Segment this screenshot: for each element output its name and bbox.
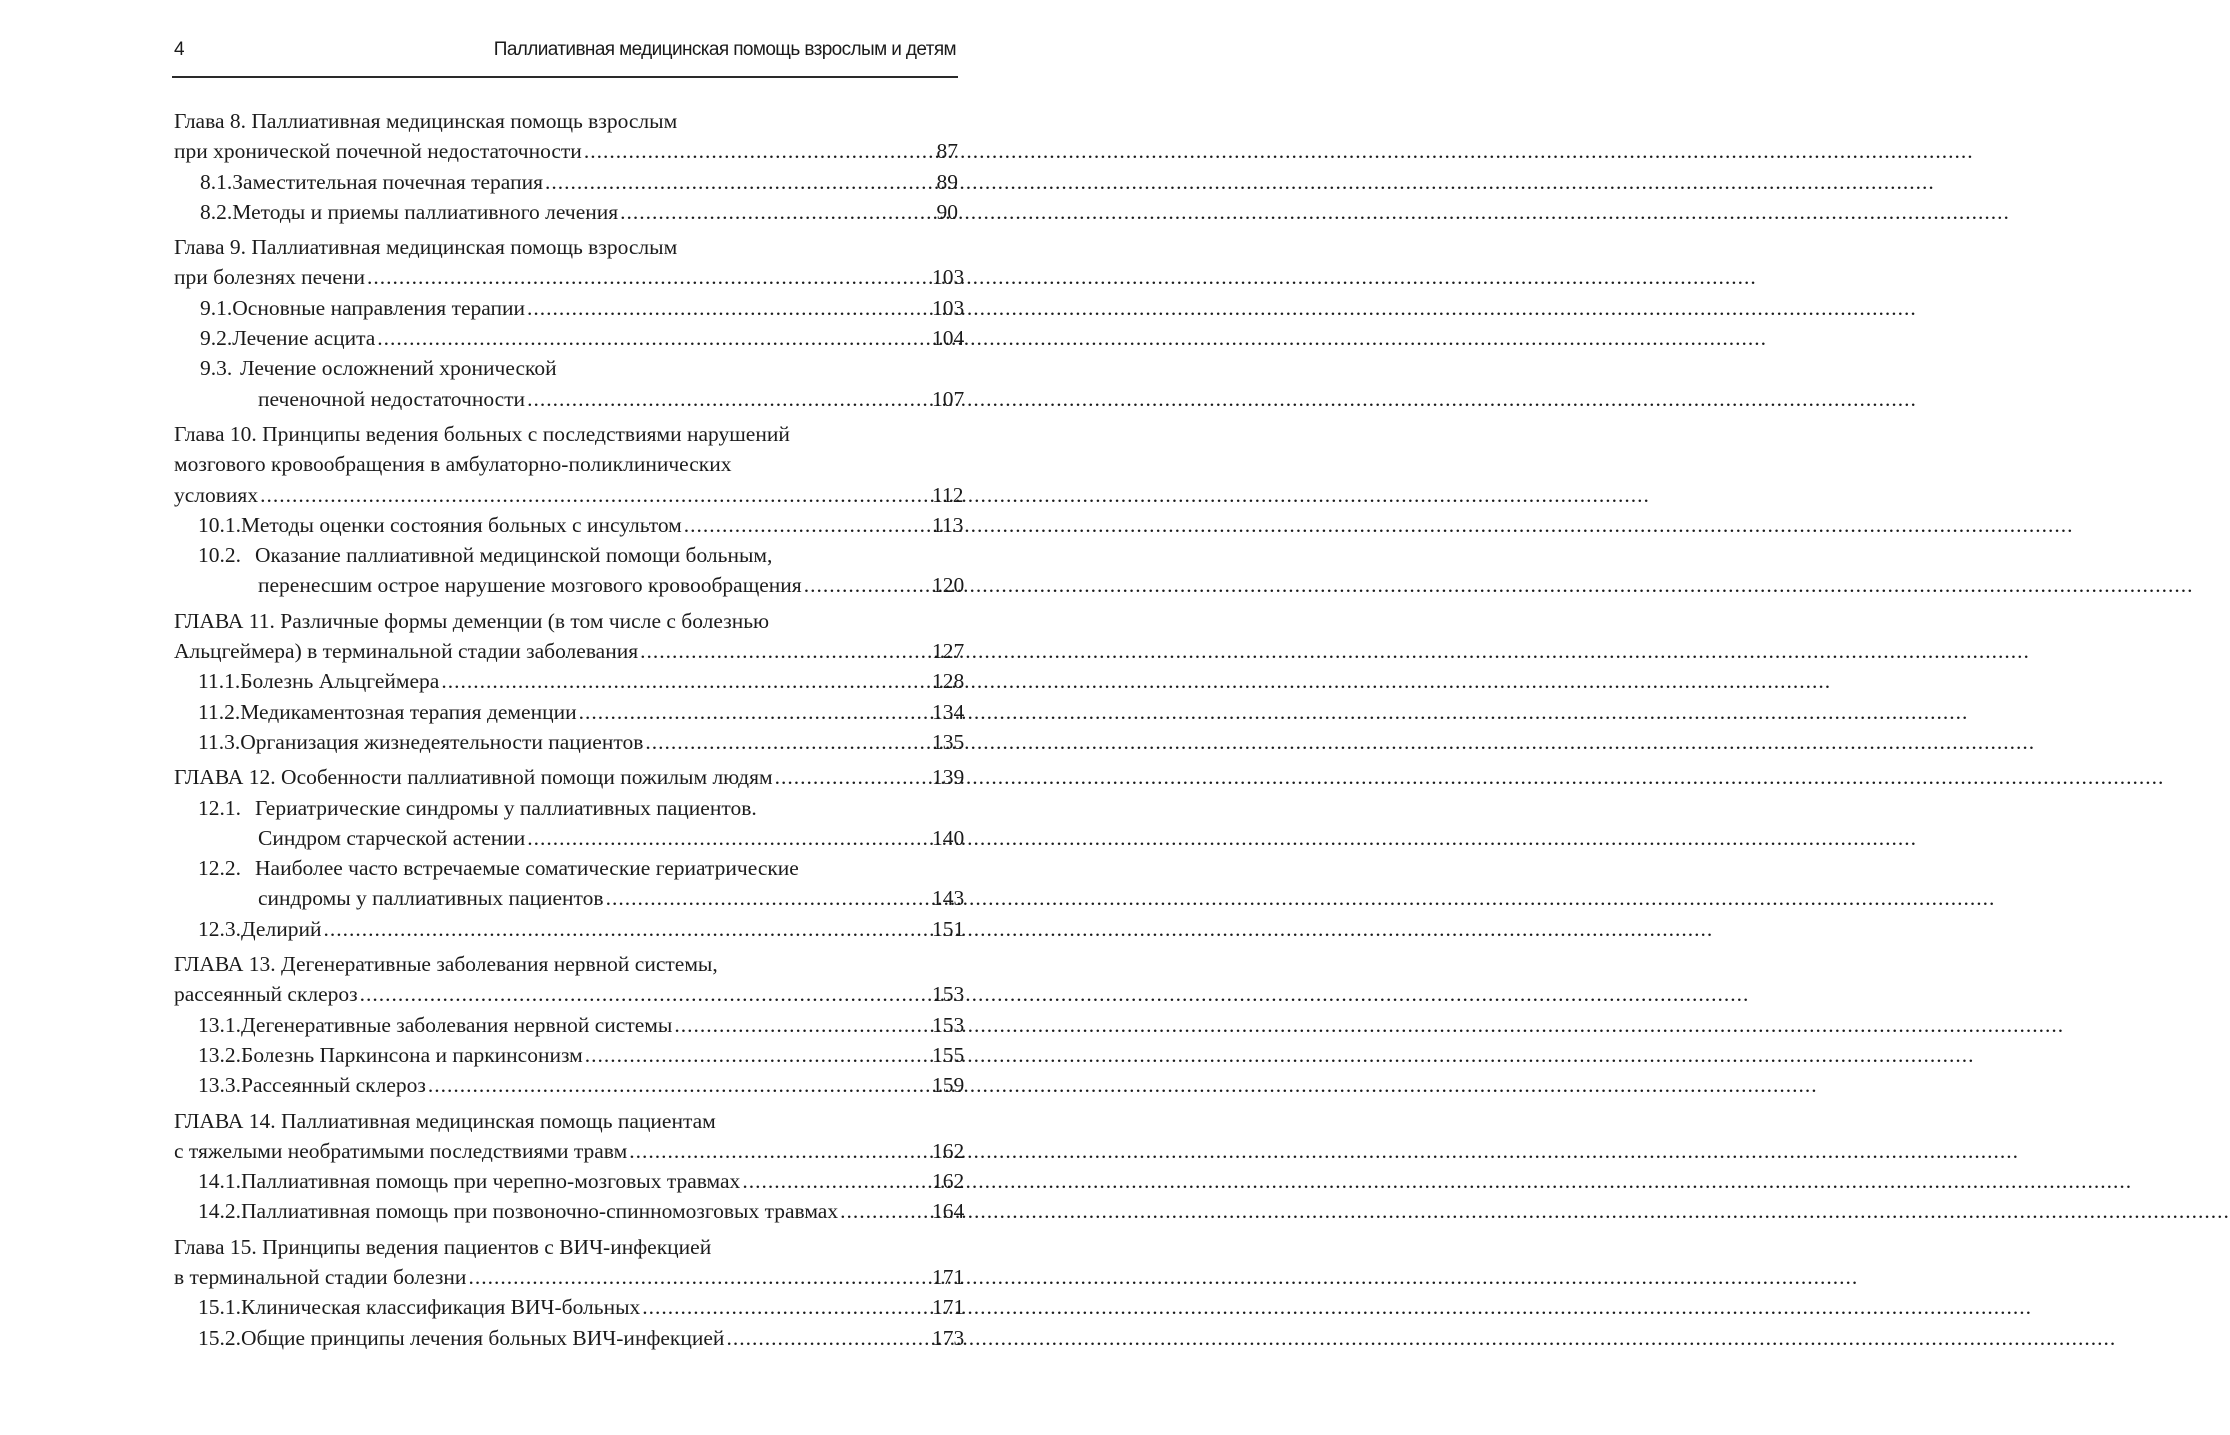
section-entry	[174, 853, 965, 914]
section-number: 9.1.	[200, 295, 233, 320]
page-ref: 113	[932, 512, 964, 537]
toc-line	[174, 293, 965, 323]
entry-title: Альцгеймера) в терминальной стадии заболевания	[174, 639, 639, 664]
section-number: 11.3.	[198, 729, 241, 754]
section-entry	[174, 167, 958, 197]
entry-title: Болезнь Паркинсона и паркинсонизм	[241, 1042, 583, 1067]
page-header	[172, 32, 958, 78]
dot-leader	[684, 510, 930, 540]
page-ref: 171	[932, 1295, 965, 1320]
toc-line	[174, 1292, 965, 1322]
entry-title: мозгового кровообращения в амбулаторно-поликлинических	[174, 452, 732, 477]
section-entry	[174, 293, 965, 323]
entry-title: Общие принципы лечения больных ВИЧ-инфекцией	[241, 1325, 725, 1350]
toc-line	[174, 353, 958, 383]
section-entry	[174, 727, 965, 757]
page-ref: 153	[932, 1012, 965, 1037]
dot-leader	[360, 979, 930, 1009]
page-ref: 171	[932, 1264, 965, 1289]
entry-title: при болезнях печени	[174, 265, 365, 290]
page-ref: 112	[932, 482, 964, 507]
entry-title: ГЛАВА 12. Особенности паллиативной помощи пожилым людям	[174, 765, 773, 790]
page-ref: 89	[936, 169, 958, 194]
page-ref: 162	[932, 1138, 965, 1163]
toc-line	[174, 697, 965, 727]
entry-title: перенесшим острое нарушение мозгового кровообращения	[258, 573, 802, 598]
entry-title: Заместительная почечная терапия	[232, 169, 543, 194]
section-number: 12.3.	[198, 916, 241, 941]
toc-line	[174, 606, 958, 636]
entry-title: Глава 9. Паллиативная медицинская помощь взрослым	[174, 235, 678, 260]
toc-line	[174, 636, 965, 666]
toc-line	[174, 136, 958, 166]
section-number: 9.3.	[200, 356, 233, 381]
toc-line	[174, 853, 958, 883]
dot-leader	[468, 1262, 930, 1292]
entry-title: синдромы у паллиативных пациентов	[258, 886, 604, 911]
dot-leader	[260, 480, 930, 510]
section-number: 14.2.	[198, 1199, 241, 1224]
dot-leader	[840, 1196, 930, 1226]
section-entry	[174, 323, 965, 353]
chapter-entry	[174, 106, 958, 227]
section-number: 15.2.	[198, 1325, 241, 1350]
entry-title: Методы и приемы паллиативного лечения	[232, 199, 619, 224]
entry-title: ГЛАВА 11. Различные формы деменции (в том числе с болезнью	[174, 608, 770, 633]
entry-title: Делирий	[241, 916, 322, 941]
entry-title: печеночной недостаточности	[258, 386, 526, 411]
page-ref: 127	[932, 639, 965, 664]
toc-line	[174, 480, 964, 510]
entry-title: условиях	[174, 482, 259, 507]
entry-title: Глава 8. Паллиативная медицинская помощь взрослым	[174, 109, 678, 133]
section-number: 9.2.	[200, 326, 233, 351]
entry-title: Глава 10. Принципы ведения больных с последствиями нарушений	[174, 421, 790, 446]
page-ref: 139	[932, 765, 965, 790]
toc-line	[174, 167, 958, 197]
chapter-entry	[174, 606, 965, 757]
entry-title: Лечение осложнений хронической	[240, 356, 557, 381]
page-ref: 140	[932, 825, 965, 850]
entry-title: Паллиативная помощь при позвоночно-спинномозговых травмах	[241, 1199, 839, 1224]
dot-leader	[545, 167, 930, 197]
toc-line	[174, 384, 965, 414]
chapter-entry	[174, 1106, 965, 1227]
entry-title: Глава 15. Принципы ведения пациентов с ВИЧ-инфекцией	[174, 1234, 712, 1259]
page-ref: 120	[932, 573, 965, 598]
page-ref: 143	[932, 886, 965, 911]
page-number: 4	[174, 39, 185, 60]
dot-leader	[640, 636, 930, 666]
entry-title: Основные направления терапии	[232, 295, 526, 320]
section-entry	[174, 1196, 965, 1226]
page-ref: 103	[932, 265, 965, 290]
toc-line	[174, 262, 965, 292]
dot-leader	[527, 823, 930, 853]
entry-title: Гериатрические синдромы у паллиативных пациентов.	[255, 795, 757, 820]
toc-line	[174, 979, 965, 1009]
entry-title: Методы оценки состояния больных с инсультом	[241, 512, 682, 537]
section-number: 13.1.	[198, 1012, 241, 1037]
toc-line	[174, 1040, 965, 1070]
running-title: Паллиативная медицинская помощь взрослым и детям	[493, 39, 956, 60]
toc-line	[174, 1323, 965, 1353]
section-entry	[174, 1292, 965, 1322]
toc-line	[174, 1196, 965, 1226]
toc-line	[174, 823, 965, 853]
toc-line	[174, 197, 958, 227]
toc-line	[174, 510, 964, 540]
section-entry	[174, 1040, 965, 1070]
toc-line	[174, 1232, 958, 1262]
chapter-entry	[174, 232, 965, 414]
section-entry	[174, 1166, 965, 1196]
dot-leader	[428, 1070, 930, 1100]
page-ref: 162	[932, 1169, 965, 1194]
page-ref: 90	[936, 199, 958, 224]
toc-line	[174, 449, 958, 479]
section-number: 14.1.	[198, 1169, 241, 1194]
toc-line	[174, 949, 958, 979]
section-number: 11.1.	[198, 669, 241, 694]
entry-title: Болезнь Альцгеймера	[240, 669, 440, 694]
toc-line	[174, 232, 958, 262]
section-entry	[174, 1010, 965, 1040]
dot-leader	[367, 262, 930, 292]
entry-title: Организация жизнедеятельности пациентов	[240, 729, 644, 754]
chapter-entry	[174, 762, 965, 944]
chapter-entry	[174, 419, 965, 601]
entry-title: при хронической почечной недостаточности	[174, 139, 582, 164]
entry-title: Паллиативная помощь при черепно-мозговых травмах	[241, 1169, 741, 1194]
dot-leader	[674, 1010, 930, 1040]
dot-leader	[579, 697, 930, 727]
entry-title: Синдром старческой астении	[258, 825, 526, 850]
dot-leader	[527, 293, 930, 323]
toc-line	[174, 1070, 965, 1100]
toc-line	[174, 1136, 965, 1166]
dot-leader	[441, 666, 930, 696]
dot-leader	[620, 197, 930, 227]
section-number: 13.2.	[198, 1042, 241, 1067]
dot-leader	[377, 323, 930, 353]
page-ref: 107	[932, 386, 965, 411]
dot-leader	[323, 914, 930, 944]
dot-leader	[606, 883, 930, 913]
dot-leader	[527, 384, 930, 414]
dot-leader	[645, 727, 930, 757]
section-entry	[174, 197, 958, 227]
toc-line	[174, 570, 965, 600]
entry-title: в терминальной стадии болезни	[174, 1264, 467, 1289]
entry-title: с тяжелыми необратимыми последствиями травм	[174, 1138, 628, 1163]
toc-line	[174, 106, 958, 136]
section-number: 8.2.	[200, 199, 233, 224]
toc-line	[174, 540, 958, 570]
page-ref: 155	[932, 1042, 965, 1067]
dot-leader	[629, 1136, 930, 1166]
section-number: 8.1.	[200, 169, 233, 194]
section-entry	[174, 540, 965, 601]
dot-leader	[584, 136, 930, 166]
section-number: 12.1.	[198, 795, 241, 820]
page-ref: 135	[932, 729, 965, 754]
dot-leader	[585, 1040, 930, 1070]
section-entry	[174, 1070, 965, 1100]
dot-leader	[804, 570, 930, 600]
section-number: 15.1.	[198, 1295, 241, 1320]
toc-line	[174, 762, 965, 792]
entry-title: ГЛАВА 14. Паллиативная медицинская помощь пациентам	[174, 1108, 716, 1133]
section-number: 10.1.	[198, 512, 241, 537]
entry-title: Рассеянный склероз	[241, 1073, 426, 1098]
section-entry	[174, 697, 965, 727]
page-ref: 134	[932, 699, 965, 724]
toc-line	[174, 883, 965, 913]
table-of-contents	[174, 106, 965, 1358]
section-entry	[174, 1323, 965, 1353]
chapter-entry	[174, 949, 965, 1100]
toc-line	[174, 1262, 965, 1292]
section-number: 10.2.	[198, 543, 241, 568]
entry-title: Оказание паллиативной медицинской помощи больным,	[255, 543, 773, 568]
section-number: 11.2.	[198, 699, 241, 724]
page-ref: 173	[932, 1325, 965, 1350]
entry-title: ГЛАВА 13. Дегенеративные заболевания нервной системы,	[174, 952, 718, 977]
section-entry	[174, 793, 965, 854]
dot-leader	[642, 1292, 930, 1322]
entry-title: Лечение асцита	[232, 326, 376, 351]
page-ref: 103	[932, 295, 965, 320]
entry-title: рассеянный склероз	[174, 982, 358, 1007]
section-entry	[174, 510, 964, 540]
page-ref: 151	[932, 916, 965, 941]
dot-leader	[775, 762, 930, 792]
chapter-entry	[174, 1232, 965, 1353]
entry-title: Наиболее часто встречаемые соматические гериатрические	[255, 856, 799, 881]
page-ref: 128	[932, 669, 965, 694]
entry-title: Клиническая классификация ВИЧ-больных	[241, 1295, 641, 1320]
toc-line	[174, 323, 965, 353]
page-ref: 159	[932, 1073, 965, 1098]
toc-line	[174, 793, 958, 823]
section-number: 13.3.	[198, 1073, 241, 1098]
section-entry	[174, 666, 965, 696]
toc-line	[174, 419, 958, 449]
section-entry	[174, 914, 965, 944]
page-ref: 87	[936, 139, 958, 164]
toc-line	[174, 1106, 958, 1136]
page-ref: 153	[932, 982, 965, 1007]
page-ref: 104	[932, 326, 965, 351]
toc-line	[174, 727, 965, 757]
page-ref: 164	[932, 1199, 965, 1224]
dot-leader	[742, 1166, 930, 1196]
toc-line	[174, 914, 965, 944]
section-number: 12.2.	[198, 856, 241, 881]
section-entry	[174, 353, 965, 414]
toc-line	[174, 1166, 965, 1196]
toc-line	[174, 1010, 965, 1040]
dot-leader	[726, 1323, 930, 1353]
entry-title: Дегенеративные заболевания нервной системы	[241, 1012, 673, 1037]
toc-line	[174, 666, 965, 696]
entry-title: Медикаментозная терапия деменции	[240, 699, 577, 724]
